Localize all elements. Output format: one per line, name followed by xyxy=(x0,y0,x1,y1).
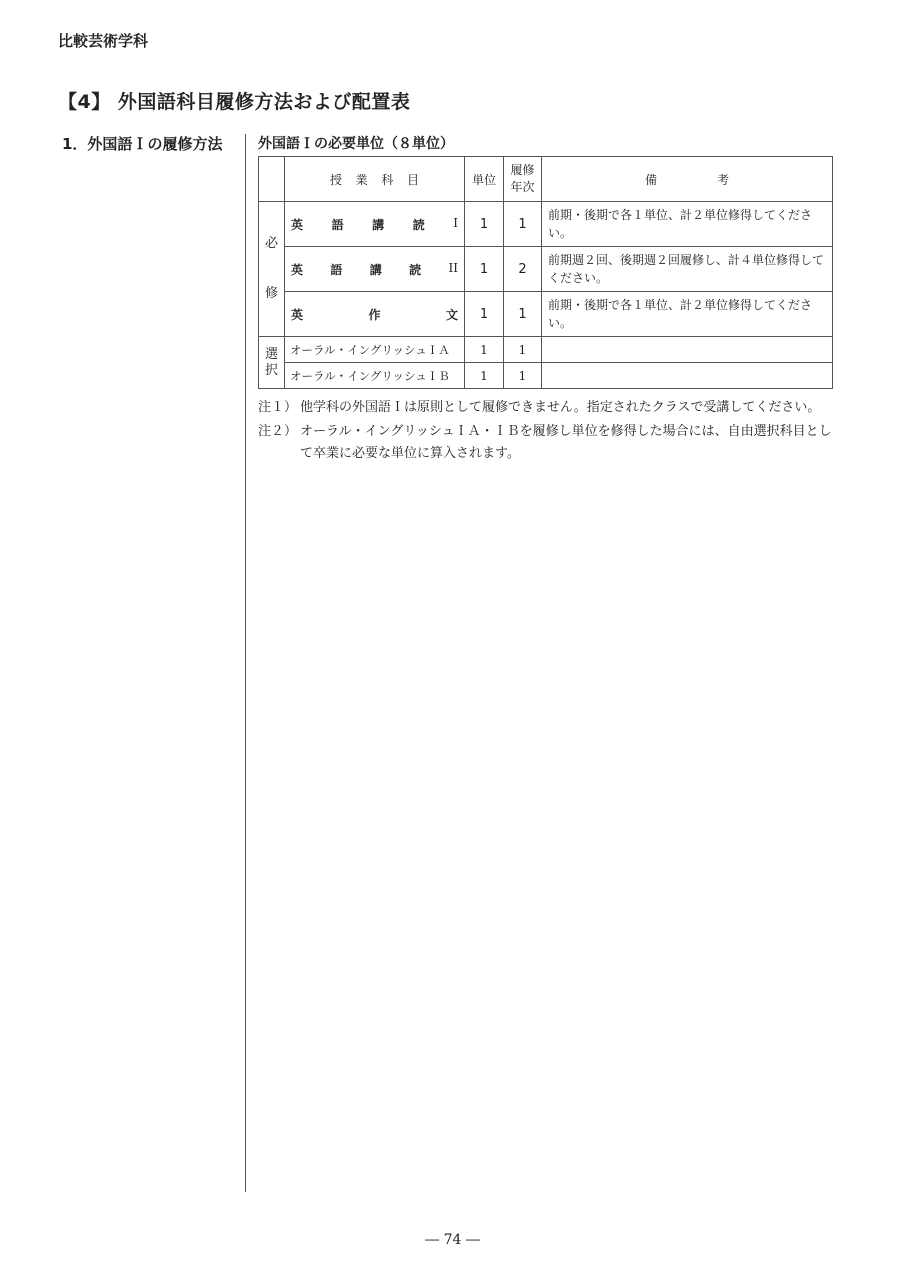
elective-group-label: 選 択 xyxy=(259,337,285,389)
credits-cell: 1 xyxy=(465,202,504,247)
header-blank-cell xyxy=(259,157,285,202)
header-credits: 単位 xyxy=(465,157,504,202)
note-text: オーラル・イングリッシュＩＡ・ＩＢを履修し単位を修得した場合には、自由選択科目として卒業に必要な単位に算入されます。 xyxy=(300,424,832,461)
table-row xyxy=(259,337,833,363)
note-item xyxy=(258,397,834,419)
note-mark: 注１） xyxy=(258,400,298,415)
table-header-row xyxy=(259,157,833,202)
remarks-cell: 前期・後期で各１単位、計２単位修得してください。 xyxy=(542,202,833,247)
subsection-title: 1．外国語Ｉの履修方法 xyxy=(62,135,223,153)
table-row xyxy=(259,292,833,337)
header-remarks: 備 考 xyxy=(542,157,833,202)
note-mark: 注２） xyxy=(258,424,298,439)
subject-cell: 英 語 講 読 II xyxy=(285,247,465,292)
remarks-cell: 前期週２回、後期週２回履修し、計４単位修得してください。 xyxy=(542,247,833,292)
credits-cell: 1 xyxy=(465,292,504,337)
subject-cell: 英 語 講 読 I xyxy=(285,202,465,247)
notes-block xyxy=(258,397,834,467)
subject-cell: オーラル・イングリッシュＩＡ xyxy=(285,337,465,363)
credits-cell: 1 xyxy=(465,363,504,389)
year-cell: 1 xyxy=(504,292,542,337)
requirements-table xyxy=(258,156,833,389)
year-cell: 1 xyxy=(504,363,542,389)
remarks-cell xyxy=(542,337,833,363)
remarks-cell: 前期・後期で各１単位、計２単位修得してください。 xyxy=(542,292,833,337)
divider-line xyxy=(245,134,246,1192)
table-row xyxy=(259,202,833,247)
subject-cell: 英 作 文 xyxy=(285,292,465,337)
year-cell: 1 xyxy=(504,337,542,363)
credits-cell: 1 xyxy=(465,247,504,292)
credits-cell: 1 xyxy=(465,337,504,363)
note-text: 他学科の外国語Ｉは原則として履修できません。指定されたクラスで受講してください。 xyxy=(300,400,821,415)
note-item xyxy=(258,421,834,465)
subject-cell: オーラル・イングリッシュＩＢ xyxy=(285,363,465,389)
year-cell: 1 xyxy=(504,202,542,247)
table-row xyxy=(259,247,833,292)
required-group-label: 必 修 xyxy=(259,202,285,337)
year-cell: 2 xyxy=(504,247,542,292)
section-title: 【4】 外国語科目履修方法および配置表 xyxy=(58,91,411,113)
page-number: ― 74 ― xyxy=(425,1232,480,1248)
table-caption: 外国語Ｉの必要単位（８単位） xyxy=(258,136,454,152)
remarks-cell xyxy=(542,363,833,389)
table-row xyxy=(259,363,833,389)
header-subject: 授 業 科 目 xyxy=(285,157,465,202)
department-name: 比較芸術学科 xyxy=(58,32,149,50)
header-year: 履修 年次 xyxy=(504,157,542,202)
